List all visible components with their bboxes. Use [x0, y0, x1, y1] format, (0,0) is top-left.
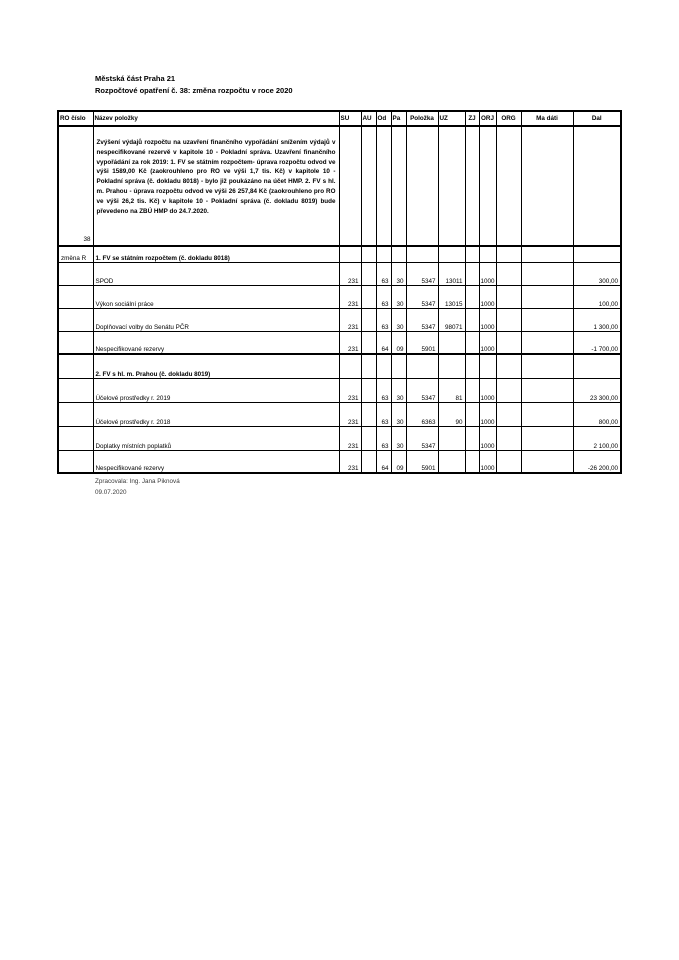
cell-dal — [573, 354, 621, 378]
cell-dal: 23 300,00 — [573, 378, 621, 402]
cell-pa: 09 — [391, 450, 406, 473]
table-header-row — [58, 111, 621, 126]
cell-zj — [465, 308, 479, 331]
cell-od: 63 — [376, 285, 391, 308]
cell-polozka — [406, 246, 438, 262]
cell-uz — [438, 450, 465, 473]
cell-od — [376, 246, 391, 262]
cell-ma-dati — [521, 308, 573, 331]
cell-dal: 2 100,00 — [573, 426, 621, 450]
cell-org — [496, 354, 521, 378]
cell-dal — [573, 246, 621, 262]
col-nazev-polozky: Název položky — [93, 111, 339, 126]
cell-pa: 09 — [391, 331, 406, 354]
cell-dal: 300,00 — [573, 262, 621, 285]
cell-ma-dati — [521, 402, 573, 426]
cell-orj: 1000 — [479, 426, 496, 450]
cell-pa: 30 — [391, 378, 406, 402]
cell-nazev: SPOD — [93, 262, 339, 285]
cell-au — [361, 285, 376, 308]
cell-orj — [479, 246, 496, 262]
col-orj: ORJ — [479, 111, 496, 126]
cell-uz: 13015 — [438, 285, 465, 308]
cell-orj: 1000 — [479, 285, 496, 308]
cell-zj — [465, 331, 479, 354]
cell-uz — [438, 426, 465, 450]
cell-su — [339, 354, 361, 378]
cell-nazev: Doplňovací volby do Senátu PČR — [93, 308, 339, 331]
col-polozka: Položka — [406, 111, 438, 126]
cell-au — [361, 450, 376, 473]
cell-od: 63 — [376, 308, 391, 331]
cell-au — [361, 354, 376, 378]
cell-su: 231 — [339, 378, 361, 402]
col-ro-cislo: RO číslo — [58, 111, 93, 126]
title-line-2: Rozpočtové opatření č. 38: změna rozpočtu v roce 2020 — [95, 86, 293, 95]
cell-orj: 1000 — [479, 262, 496, 285]
cell-od: 64 — [376, 331, 391, 354]
cell-nazev: Nespecifikované rezervy — [93, 450, 339, 473]
table-row — [58, 262, 621, 285]
cell-zj — [465, 450, 479, 473]
cell-ma-dati — [521, 262, 573, 285]
cell-au — [361, 262, 376, 285]
cell-dal: 1 300,00 — [573, 308, 621, 331]
cell-nazev: Účelové prostředky r. 2018 — [93, 402, 339, 426]
cell-uz: 98071 — [438, 308, 465, 331]
cell-polozka: 5901 — [406, 450, 438, 473]
cell-su: 231 — [339, 426, 361, 450]
col-pa: Pa — [391, 111, 406, 126]
cell-zj — [465, 262, 479, 285]
cell-su — [339, 246, 361, 262]
cell-su: 231 — [339, 262, 361, 285]
cell-uz — [438, 126, 465, 246]
cell-au — [361, 402, 376, 426]
table-row — [58, 450, 621, 473]
cell-polozka: 5347 — [406, 308, 438, 331]
cell-uz — [438, 246, 465, 262]
cell-zj — [465, 354, 479, 378]
cell-ma-dati — [521, 126, 573, 246]
document-title — [95, 73, 293, 97]
cell-ro-cislo — [58, 426, 93, 450]
cell-org — [496, 426, 521, 450]
cell-ro-cislo — [58, 450, 93, 473]
document-footer — [95, 477, 180, 498]
cell-org — [496, 308, 521, 331]
cell-nazev: Doplatky místních poplatků — [93, 426, 339, 450]
cell-su: 231 — [339, 308, 361, 331]
cell-org — [496, 450, 521, 473]
budget-table — [57, 110, 622, 474]
cell-pa: 30 — [391, 285, 406, 308]
footer-author: Zpracovala: Ing. Jana Piknová — [95, 478, 180, 485]
table-row — [58, 426, 621, 450]
cell-nazev: Účelové prostředky r. 2019 — [93, 378, 339, 402]
col-dal: Dal — [573, 111, 621, 126]
cell-ma-dati — [521, 378, 573, 402]
cell-orj: 1000 — [479, 308, 496, 331]
cell-org — [496, 246, 521, 262]
cell-polozka: 6363 — [406, 402, 438, 426]
cell-ro-cislo — [58, 262, 93, 285]
table-row — [58, 378, 621, 402]
cell-description-text: Zvýšení výdajů rozpočtu na uzavření finančního vypořádání snížením výdajů v nespecifikované rezervě v kapitole 10 - Pokladní správa. Uzavření finančního vypořádání za rok 2019: 1. FV se státním rozpočtem- úprava rozpočtu odvod ve výši 1589,00 Kč (zaokrouhleno pro RO ve výši 1,7 tis. Kč) v kapitole 10 - Pokladní správa (č. dokladu 8018) - bylo již poukázáno na účet HMP. 2. FV s hl. m. Prahou - úprava rozpočtu odvod ve výši 26 257,84 Kč (zaokrouhleno pro RO ve výši 26,2 tis. Kč) v kapitole 10 - Pokladní správa (č. dokladu 8019) bude převedeno na ZBÚ HMP do 24.7.2020. — [93, 126, 339, 246]
title-line-1: Městská část Praha 21 — [95, 74, 176, 83]
cell-od: 63 — [376, 402, 391, 426]
table-row — [58, 402, 621, 426]
cell-pa: 30 — [391, 402, 406, 426]
cell-uz: 90 — [438, 402, 465, 426]
col-org: ORG — [496, 111, 521, 126]
cell-od: 63 — [376, 378, 391, 402]
cell-au — [361, 246, 376, 262]
cell-zj — [465, 426, 479, 450]
cell-orj: 1000 — [479, 331, 496, 354]
cell-pa — [391, 354, 406, 378]
cell-org — [496, 126, 521, 246]
cell-zj — [465, 378, 479, 402]
cell-org — [496, 262, 521, 285]
col-zj: ZJ — [465, 111, 479, 126]
col-ma-dati: Ma dáti — [521, 111, 573, 126]
cell-ro-cislo: změna R — [58, 246, 93, 262]
cell-polozka: 5901 — [406, 331, 438, 354]
cell-polozka: 5347 — [406, 285, 438, 308]
cell-pa: 30 — [391, 308, 406, 331]
cell-pa: 30 — [391, 426, 406, 450]
cell-ma-dati — [521, 354, 573, 378]
cell-su: 231 — [339, 402, 361, 426]
cell-dal — [573, 126, 621, 246]
cell-ro-cislo — [58, 331, 93, 354]
cell-ma-dati — [521, 426, 573, 450]
cell-polozka: 5347 — [406, 378, 438, 402]
cell-org — [496, 331, 521, 354]
cell-ro-cislo — [58, 354, 93, 378]
cell-zj — [465, 126, 479, 246]
cell-pa — [391, 246, 406, 262]
cell-ro-cislo — [58, 402, 93, 426]
cell-au — [361, 331, 376, 354]
cell-su: 231 — [339, 285, 361, 308]
cell-zj — [465, 285, 479, 308]
cell-dal: 800,00 — [573, 402, 621, 426]
cell-zj — [465, 402, 479, 426]
cell-ro-number: 38 — [58, 126, 93, 246]
cell-od — [376, 354, 391, 378]
cell-nazev: Nespecifikované rezervy — [93, 331, 339, 354]
cell-au — [361, 426, 376, 450]
cell-od: 64 — [376, 450, 391, 473]
table-row — [58, 331, 621, 354]
cell-uz: 81 — [438, 378, 465, 402]
cell-nazev: 1. FV se státním rozpočtem (č. dokladu 8018) — [93, 246, 339, 262]
col-od: Od — [376, 111, 391, 126]
cell-org — [496, 402, 521, 426]
cell-nazev: 2. FV s hl. m. Prahou (č. dokladu 8019) — [93, 354, 339, 378]
cell-polozka: 5347 — [406, 262, 438, 285]
description-row — [58, 126, 621, 246]
table-row — [58, 354, 621, 378]
cell-ma-dati — [521, 285, 573, 308]
col-uz: UZ — [438, 111, 465, 126]
cell-ro-cislo — [58, 308, 93, 331]
table-row — [58, 246, 621, 262]
cell-ma-dati — [521, 246, 573, 262]
cell-od: 63 — [376, 426, 391, 450]
cell-org — [496, 285, 521, 308]
cell-orj: 1000 — [479, 450, 496, 473]
cell-nazev: Výkon sociální práce — [93, 285, 339, 308]
cell-zj — [465, 246, 479, 262]
table-row — [58, 285, 621, 308]
col-su: SU — [339, 111, 361, 126]
cell-uz — [438, 354, 465, 378]
cell-au — [361, 378, 376, 402]
cell-ma-dati — [521, 450, 573, 473]
cell-dal: -26 200,00 — [573, 450, 621, 473]
cell-su — [339, 126, 361, 246]
cell-orj: 1000 — [479, 402, 496, 426]
cell-org — [496, 378, 521, 402]
cell-ma-dati — [521, 331, 573, 354]
cell-su: 231 — [339, 331, 361, 354]
cell-pa — [391, 126, 406, 246]
cell-od — [376, 126, 391, 246]
cell-pa: 30 — [391, 262, 406, 285]
cell-dal: -1 700,00 — [573, 331, 621, 354]
cell-uz — [438, 331, 465, 354]
cell-dal: 100,00 — [573, 285, 621, 308]
cell-polozka — [406, 354, 438, 378]
cell-orj — [479, 126, 496, 246]
table-row — [58, 308, 621, 331]
cell-uz: 13011 — [438, 262, 465, 285]
cell-au — [361, 126, 376, 246]
cell-su: 231 — [339, 450, 361, 473]
cell-au — [361, 308, 376, 331]
footer-date: 09.07.2020 — [95, 488, 127, 496]
cell-orj: 1000 — [479, 378, 496, 402]
cell-ro-cislo — [58, 285, 93, 308]
cell-od: 63 — [376, 262, 391, 285]
col-au: AU — [361, 111, 376, 126]
cell-polozka — [406, 126, 438, 246]
cell-orj — [479, 354, 496, 378]
cell-ro-cislo — [58, 378, 93, 402]
cell-polozka: 5347 — [406, 426, 438, 450]
